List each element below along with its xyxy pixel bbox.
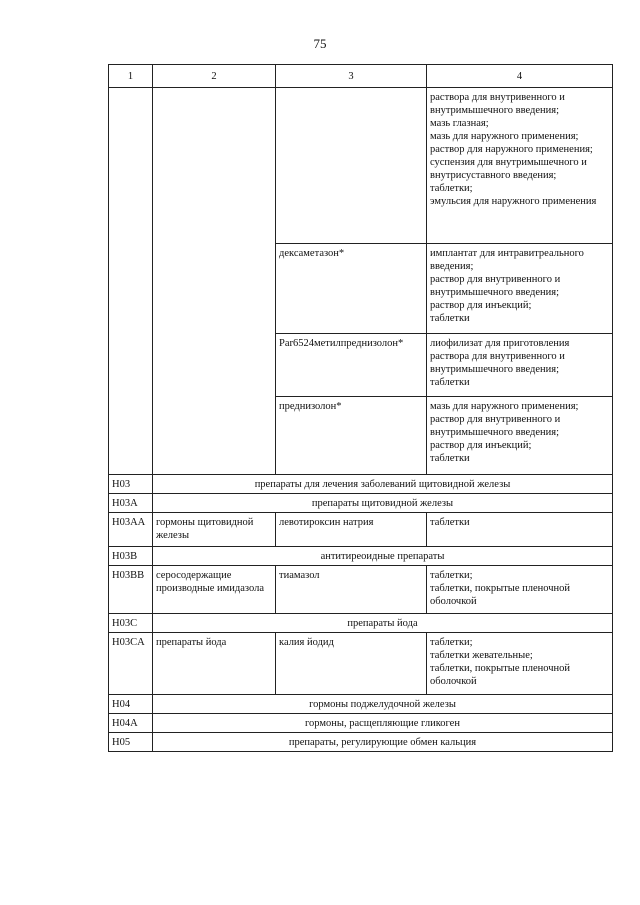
section-row [109, 733, 613, 752]
page-number: 75 [313, 36, 327, 51]
section-title: препараты для лечения заболеваний щитовидной железы [153, 475, 613, 494]
header-cell: 2 [153, 65, 276, 88]
group-cell: препараты йода [153, 633, 276, 695]
section-title: препараты щитовидной железы [153, 494, 613, 513]
group-cell: серосодержащие производные имидазола [153, 566, 276, 614]
medication-table [108, 64, 613, 752]
atc-code: H03 [109, 475, 153, 494]
atc-code: H03CA [109, 633, 153, 695]
forms-cell: раствора для внутривенного и внутримышечного введения; мазь глазная; мазь для наружного применения; раствор для наружного применения; суспензия для внутримышечного и внутрисуставного введения; таблетки; эмульсия для наружного применения [427, 88, 613, 244]
forms-cell: имплантат для интравитреального введения; раствор для внутривенного и внутримышечного введения; раствор для инъекций; таблетки [427, 244, 613, 334]
table-row [109, 566, 613, 614]
atc-code: H03AA [109, 513, 153, 547]
section-title: антитиреоидные препараты [153, 547, 613, 566]
section-title: гормоны, расщепляющие гликоген [153, 714, 613, 733]
header-cell: 4 [427, 65, 613, 88]
section-row [109, 475, 613, 494]
section-row [109, 494, 613, 513]
section-row [109, 714, 613, 733]
drug-cell: Par6524метилпреднизолон* [276, 334, 427, 397]
atc-code: H03A [109, 494, 153, 513]
forms-cell: таблетки [427, 513, 613, 547]
section-row [109, 547, 613, 566]
section-title: гормоны поджелудочной железы [153, 695, 613, 714]
header-cell: 3 [276, 65, 427, 88]
section-row [109, 695, 613, 714]
atc-code: H03C [109, 614, 153, 633]
section-row [109, 614, 613, 633]
group-cell: гормоны щитовидной железы [153, 513, 276, 547]
atc-code: H05 [109, 733, 153, 752]
forms-cell: лиофилизат для приготовления раствора для внутривенного и внутримышечного введения; таблетки [427, 334, 613, 397]
section-title: препараты йода [153, 614, 613, 633]
header-row [109, 65, 613, 88]
table-row [109, 88, 613, 244]
drug-cell: тиамазол [276, 566, 427, 614]
header-cell: 1 [109, 65, 153, 88]
table-row [109, 513, 613, 547]
drug-cell: преднизолон* [276, 397, 427, 475]
code-cell [109, 88, 153, 475]
atc-code: H03B [109, 547, 153, 566]
atc-code: H03BB [109, 566, 153, 614]
group-cell [153, 88, 276, 475]
drug-cell: левотироксин натрия [276, 513, 427, 547]
atc-code: H04 [109, 695, 153, 714]
atc-code: H04A [109, 714, 153, 733]
section-title: препараты, регулирующие обмен кальция [153, 733, 613, 752]
drug-cell [276, 88, 427, 244]
table-row [109, 633, 613, 695]
drug-cell: дексаметазон* [276, 244, 427, 334]
forms-cell: таблетки; таблетки жевательные; таблетки, покрытые пленочной оболочкой [427, 633, 613, 695]
forms-cell: таблетки; таблетки, покрытые пленочной оболочкой [427, 566, 613, 614]
drug-cell: калия йодид [276, 633, 427, 695]
forms-cell: мазь для наружного применения; раствор для внутривенного и внутримышечного введения; раствор для инъекций; таблетки [427, 397, 613, 475]
